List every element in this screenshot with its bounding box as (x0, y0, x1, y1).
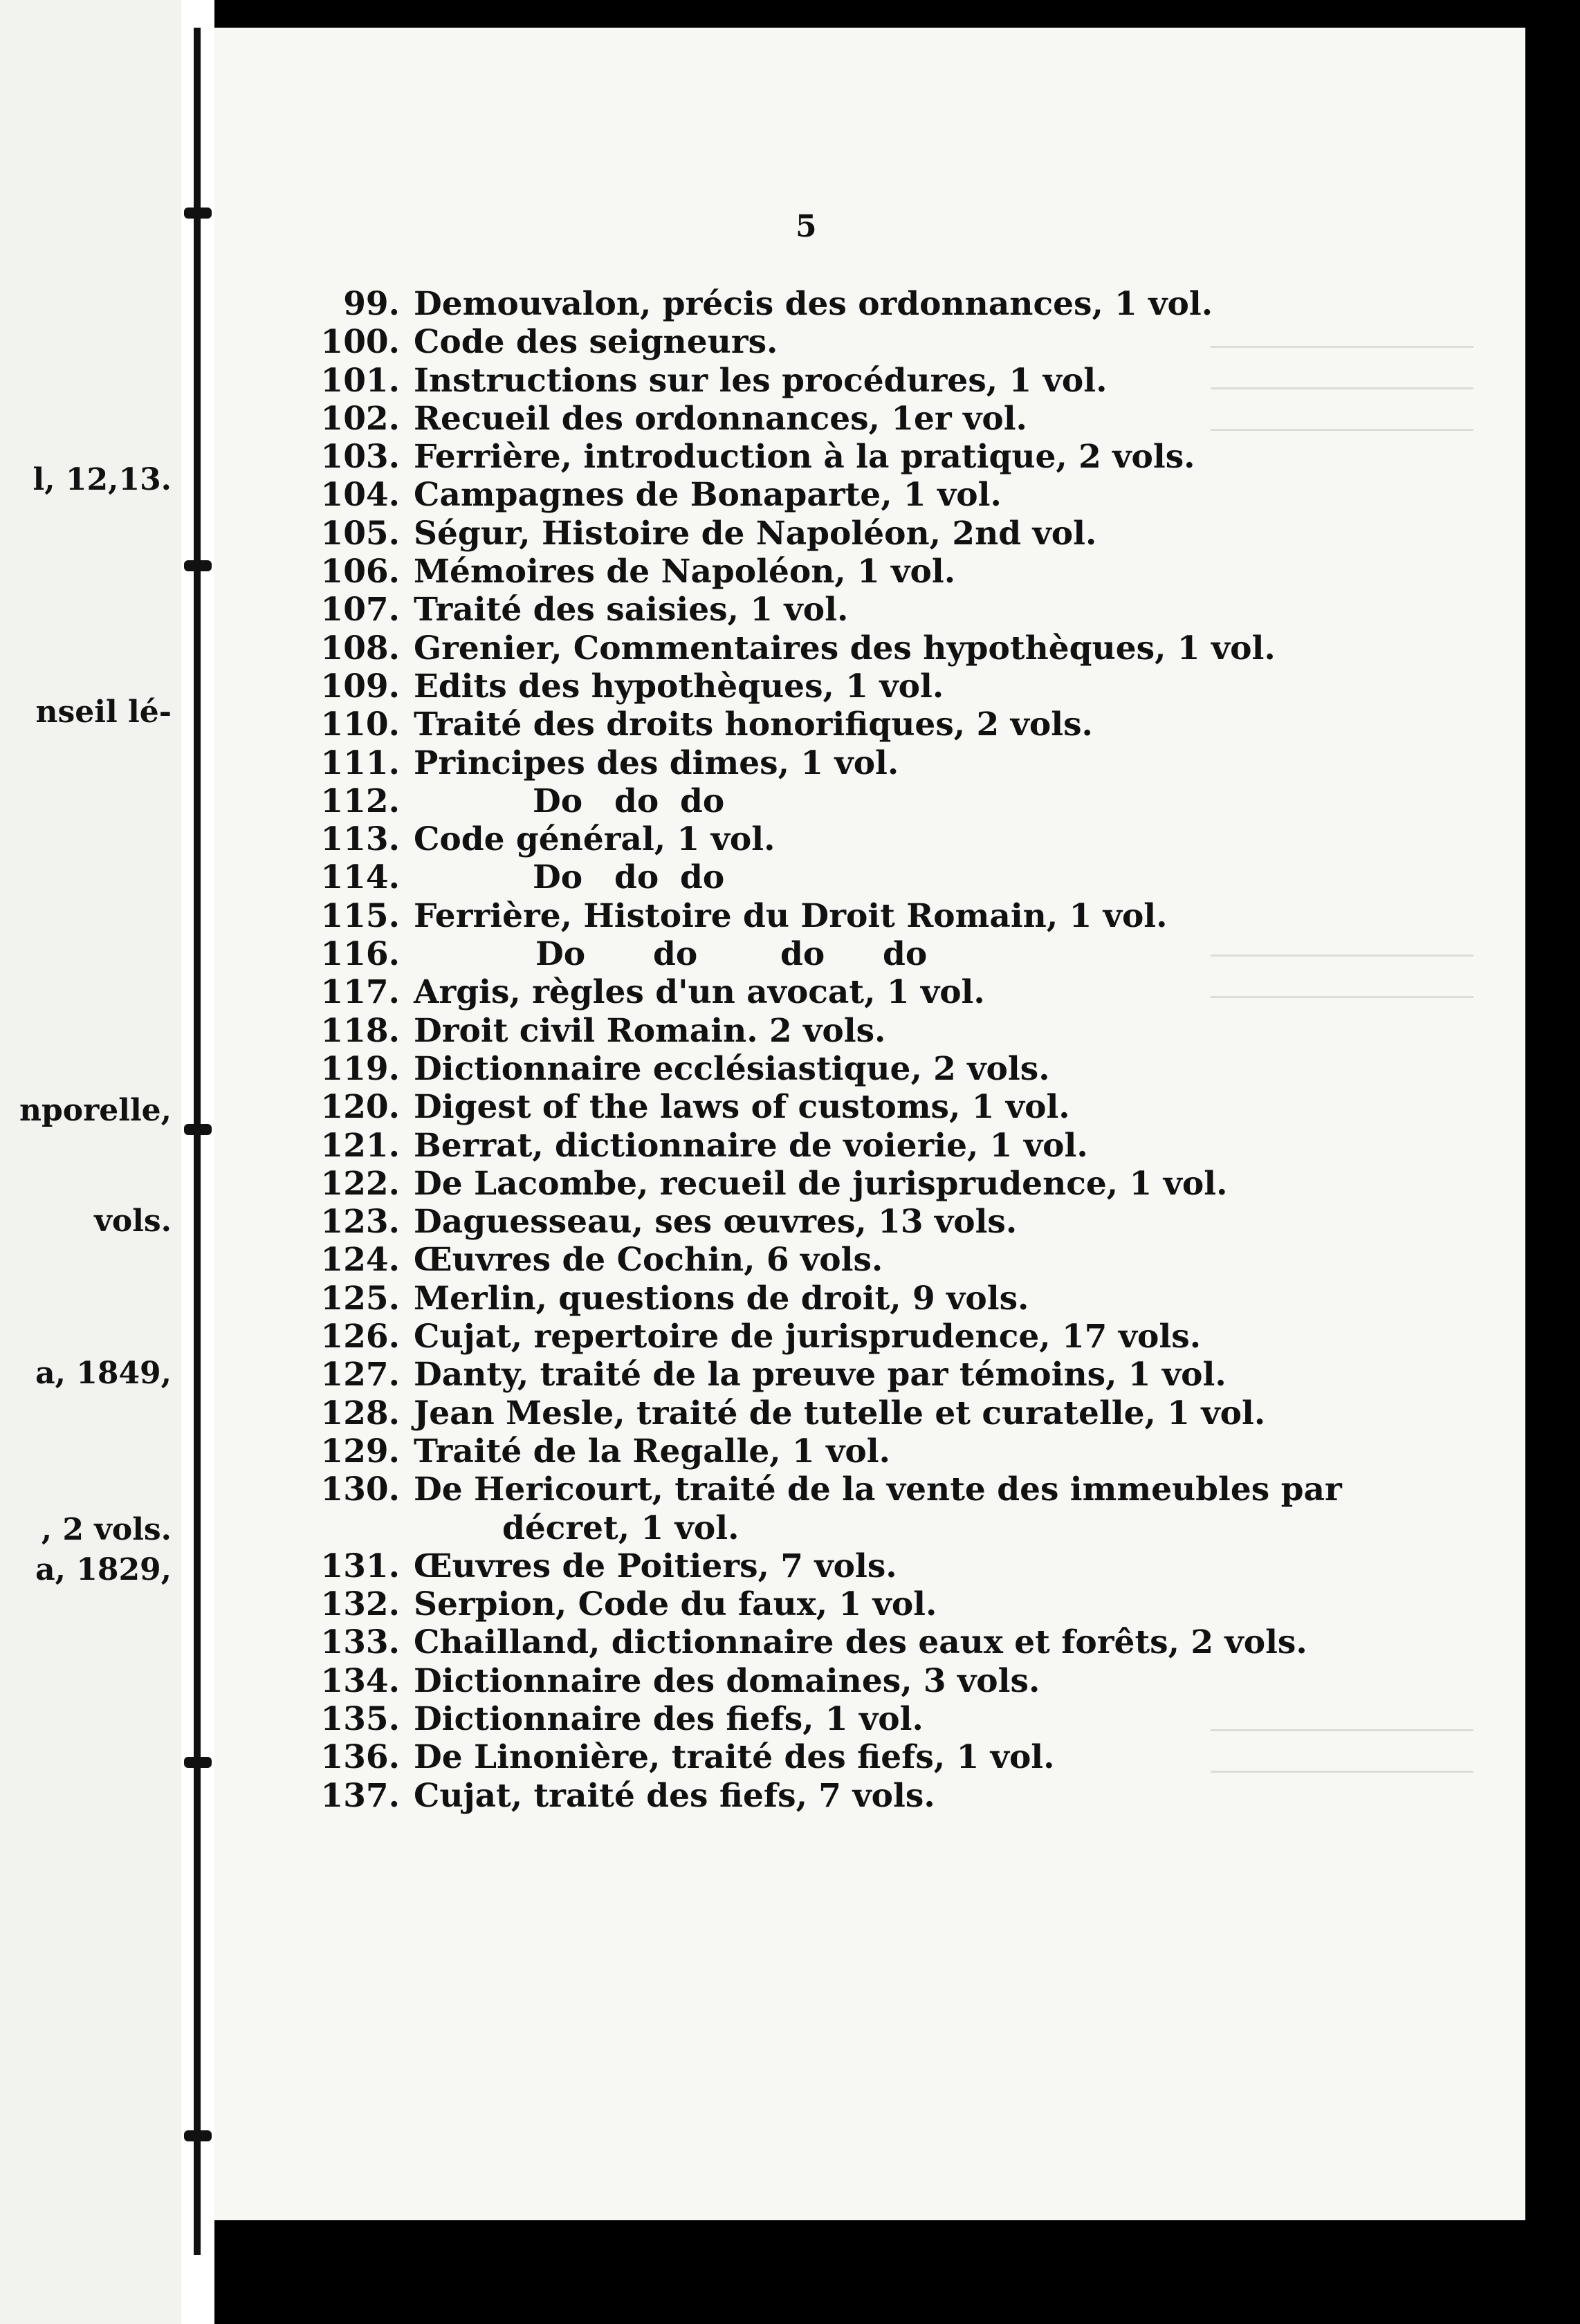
ditto-mark: Do (533, 858, 583, 897)
entry-number: 106. (320, 553, 400, 591)
entry-number: 136. (320, 1738, 400, 1777)
entry-title: De Linonière, traité des fiefs, 1 vol. (414, 1738, 1055, 1777)
facing-page-text-fragment: vols. (94, 1204, 172, 1239)
catalogue-entry (297, 515, 1487, 553)
entry-number: 129. (320, 1432, 400, 1470)
entry-number: 124. (320, 1241, 400, 1280)
entry-number: 115. (320, 896, 400, 935)
ditto-mark: do (780, 935, 825, 974)
entry-title: Cujat, repertoire de jurisprudence, 17 vols. (414, 1318, 1202, 1356)
entry-number: 111. (320, 744, 400, 782)
catalogue-entry (297, 1662, 1487, 1700)
ditto-mark: do (680, 858, 725, 897)
entry-number: 122. (320, 1164, 400, 1203)
entry-title: Code des seigneurs. (414, 323, 778, 362)
entry-number: 104. (320, 476, 400, 515)
catalogue-entry (297, 629, 1487, 667)
entry-number: 107. (320, 591, 400, 629)
catalogue-entry (297, 935, 1487, 973)
catalogue-entry (297, 438, 1487, 476)
catalogue-entry (297, 1356, 1487, 1394)
entry-number: 117. (320, 973, 400, 1012)
catalogue-entry (297, 1241, 1487, 1279)
catalogue-entry (297, 400, 1487, 438)
entry-number: 132. (320, 1585, 400, 1624)
entry-number: 100. (320, 323, 400, 362)
catalogue-entry (297, 1280, 1487, 1318)
catalogue-entry (297, 1165, 1487, 1203)
catalogue-entry (297, 1050, 1487, 1088)
entry-number: 123. (320, 1203, 400, 1242)
catalogue-list (297, 285, 1487, 1815)
catalogue-entry (297, 667, 1487, 706)
entry-title: Dictionnaire ecclésiastique, 2 vols. (414, 1049, 1050, 1088)
catalogue-entry (297, 1012, 1487, 1050)
entry-title: Daguesseau, ses œuvres, 13 vols. (414, 1203, 1018, 1242)
facing-page-text-fragment: nporelle, (19, 1093, 172, 1128)
entry-number: 131. (320, 1547, 400, 1585)
entry-number: 135. (320, 1699, 400, 1738)
facing-page-edge (0, 0, 181, 2324)
entry-title: Merlin, questions de droit, 9 vols. (414, 1279, 1029, 1318)
entry-title: Instructions sur les procédures, 1 vol. (414, 361, 1108, 400)
entry-title: De Hericourt, traité de la vente des immeubles par (414, 1470, 1342, 1509)
binding-knot (184, 560, 212, 571)
entry-title: Demouvalon, précis des ordonnances, 1 vol. (414, 285, 1213, 323)
entry-title: Chailland, dictionnaire des eaux et forêts, 2 vols. (414, 1623, 1307, 1662)
binding-knot (184, 208, 212, 219)
entry-title: Traité de la Regalle, 1 vol. (414, 1432, 890, 1470)
entry-title: Mémoires de Napoléon, 1 vol. (414, 553, 956, 591)
catalogue-entry (297, 782, 1487, 820)
entry-title: Campagnes de Bonaparte, 1 vol. (414, 476, 1002, 515)
entry-title: Ferrière, introduction à la pratique, 2 vols. (414, 438, 1195, 477)
catalogue-entry (297, 897, 1487, 935)
catalogue-entry (297, 1127, 1487, 1165)
catalogue-entry (297, 1777, 1487, 1815)
entry-title: Droit civil Romain. 2 vols. (414, 1011, 886, 1050)
catalogue-entry (297, 1203, 1487, 1241)
entry-title: Argis, règles d'un avocat, 1 vol. (414, 973, 985, 1012)
catalogue-entry (297, 1585, 1487, 1623)
entry-title: De Lacombe, recueil de jurisprudence, 1 vol. (414, 1164, 1228, 1203)
entry-number: 99. (343, 285, 400, 323)
catalogue-entry (297, 1318, 1487, 1356)
facing-page-text-fragment: nseil lé- (35, 694, 172, 730)
ditto-mark: do (680, 782, 725, 820)
entry-title: Digest of the laws of customs, 1 vol. (414, 1088, 1070, 1127)
catalogue-entry (297, 1738, 1487, 1776)
entry-number: 126. (320, 1318, 400, 1356)
entry-title: Dictionnaire des domaines, 3 vols. (414, 1661, 1040, 1700)
entry-title: Principes des dimes, 1 vol. (414, 744, 899, 782)
entry-number: 127. (320, 1356, 400, 1394)
entry-title: Ségur, Histoire de Napoléon, 2nd vol. (414, 514, 1097, 553)
catalogue-entry (297, 553, 1487, 591)
entry-number: 121. (320, 1126, 400, 1165)
entry-number: 120. (320, 1088, 400, 1127)
catalogue-entry (297, 362, 1487, 400)
binding-knot (184, 1124, 212, 1135)
entry-number: 134. (320, 1661, 400, 1700)
entry-title: Recueil des ordonnances, 1er vol. (414, 399, 1027, 438)
entry-number: 101. (320, 361, 400, 400)
catalogue-entry (297, 1700, 1487, 1738)
catalogue-entry (297, 323, 1487, 361)
binding-thread (194, 28, 201, 2255)
entry-title: Serpion, Code du faux, 1 vol. (414, 1585, 937, 1624)
catalogue-entry (297, 706, 1487, 744)
entry-title: Œuvres de Cochin, 6 vols. (414, 1241, 883, 1280)
entry-number: 128. (320, 1394, 400, 1432)
entry-number: 133. (320, 1623, 400, 1662)
catalogue-entry (297, 1547, 1487, 1585)
facing-page-text-fragment: a, 1829, (35, 1552, 172, 1587)
entry-number: 119. (320, 1049, 400, 1088)
entry-title: Edits des hypothèques, 1 vol. (414, 667, 944, 706)
entry-title: Ferrière, Histoire du Droit Romain, 1 vol. (414, 896, 1168, 935)
entry-number: 130. (320, 1470, 400, 1509)
entry-number: 113. (320, 820, 400, 859)
entry-number: 109. (320, 667, 400, 706)
document-page (214, 28, 1525, 2220)
entry-number: 103. (320, 438, 400, 477)
catalogue-entry (297, 1432, 1487, 1470)
binding-knot (184, 1757, 212, 1768)
catalogue-entry (297, 858, 1487, 896)
ditto-mark: do (614, 858, 659, 897)
catalogue-entry (297, 820, 1487, 858)
entry-title: Dictionnaire des fiefs, 1 vol. (414, 1699, 924, 1738)
entry-number: 118. (320, 1011, 400, 1050)
catalogue-entry (297, 973, 1487, 1011)
entry-title: Grenier, Commentaires des hypothèques, 1 vol. (414, 629, 1276, 667)
entry-number: 110. (320, 706, 400, 744)
ditto-mark: Do (535, 935, 586, 974)
catalogue-entry (297, 1394, 1487, 1432)
entry-number: 105. (320, 514, 400, 553)
binding-knot (184, 2130, 212, 2141)
facing-page-text-fragment: a, 1849, (35, 1356, 172, 1391)
catalogue-entry (297, 285, 1487, 323)
facing-page-text-fragment: , 2 vols. (41, 1512, 172, 1547)
catalogue-entry (297, 1470, 1487, 1547)
book-binding (181, 0, 214, 2324)
catalogue-entry (297, 1623, 1487, 1661)
entry-title: Code général, 1 vol. (414, 820, 775, 859)
ditto-mark: do (653, 935, 698, 974)
ditto-mark: do (614, 782, 659, 820)
entry-title: Traité des saisies, 1 vol. (414, 591, 849, 629)
entry-number: 116. (320, 935, 400, 974)
entry-continuation: décret, 1 vol. (502, 1509, 740, 1547)
ditto-mark: do (883, 935, 928, 974)
catalogue-entry (297, 591, 1487, 629)
facing-page-text-fragment: l, 12,13. (33, 462, 172, 497)
entry-title: Traité des droits honorifiques, 2 vols. (414, 706, 1093, 744)
entry-title: Danty, traité de la preuve par témoins, 1 vol. (414, 1356, 1227, 1394)
entry-title: Cujat, traité des fiefs, 7 vols. (414, 1776, 935, 1815)
entry-title: Berrat, dictionnaire de voierie, 1 vol. (414, 1126, 1088, 1165)
entry-number: 112. (320, 782, 400, 820)
catalogue-entry (297, 744, 1487, 782)
entry-number: 102. (320, 399, 400, 438)
entry-number: 125. (320, 1279, 400, 1318)
entry-title: Œuvres de Poitiers, 7 vols. (414, 1547, 897, 1585)
ditto-mark: Do (533, 782, 583, 820)
entry-number: 108. (320, 629, 400, 667)
entry-number: 114. (320, 858, 400, 897)
catalogue-entry (297, 1088, 1487, 1126)
entry-title: Jean Mesle, traité de tutelle et curatelle, 1 vol. (414, 1394, 1266, 1432)
page-number: 5 (796, 209, 817, 244)
catalogue-entry (297, 476, 1487, 514)
entry-number: 137. (320, 1776, 400, 1815)
